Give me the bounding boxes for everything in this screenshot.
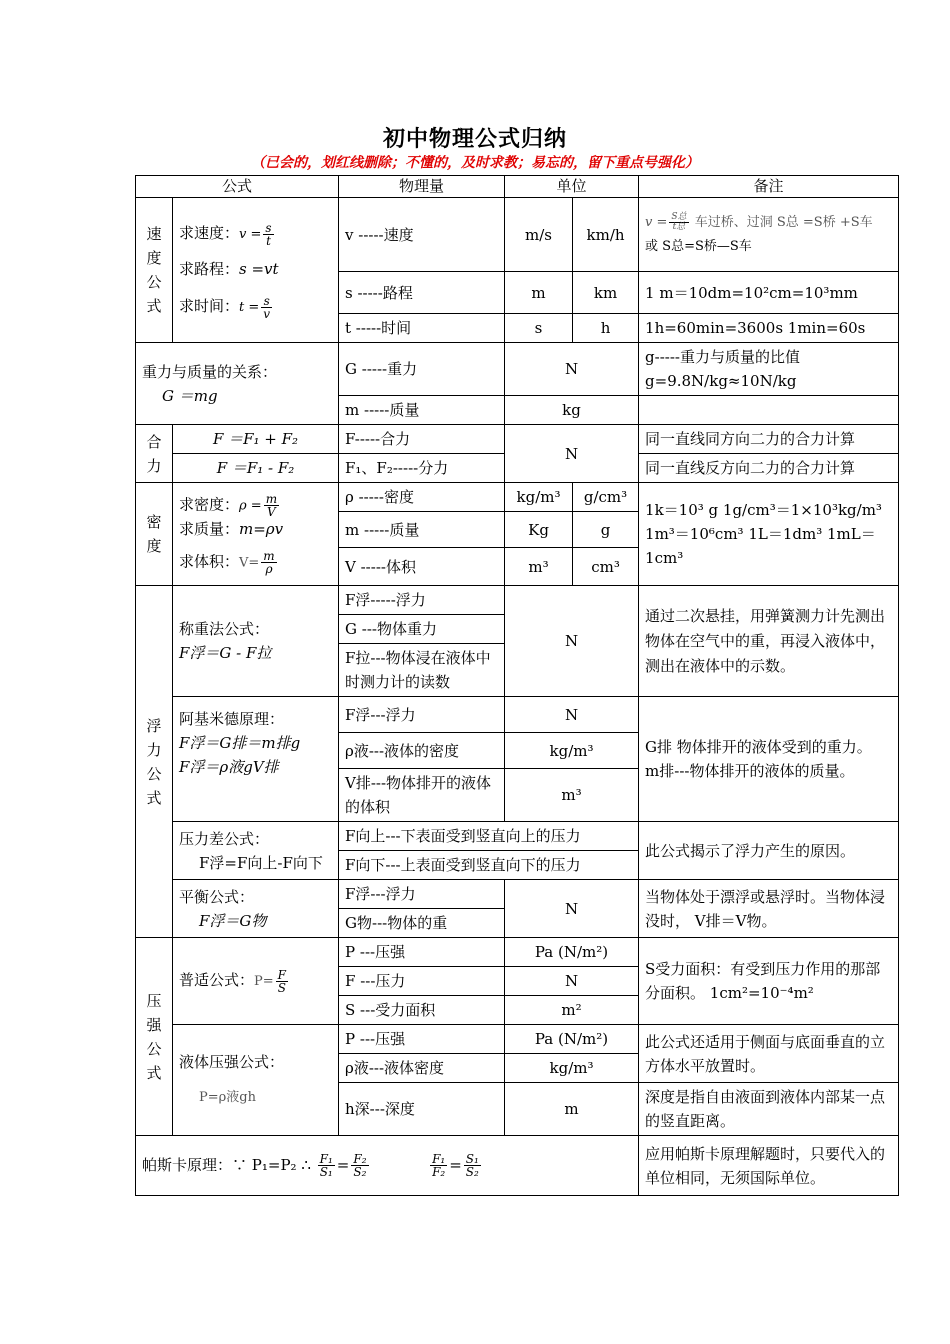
note-gravity: g-----重力与质量的比值 g=9.8N/kg≈10N/kg — [639, 343, 899, 396]
quantity-liquid-pressure: P ---压强 — [339, 1025, 505, 1054]
note-mass-empty — [639, 396, 899, 425]
table-row — [136, 822, 899, 851]
unit-time-alt: h — [573, 314, 639, 343]
speed-formulas: 求速度：v = $\frac{s}{t}$ 求路程：s =vt 求时间：t = $\frac{s}{v}$ — [173, 198, 339, 343]
unit-area: m² — [505, 996, 639, 1025]
note-speed: v = $\frac{\text{S总}}{\text{t总}}$ 车过桥、过洞 S总 =S桥 +S车 或 S总=S桥—S车 — [639, 198, 899, 272]
note-liquid-pressure: 此公式还适用于侧面与底面垂直的立方体水平放置时。 — [639, 1025, 899, 1083]
density-formulas: 求密度：ρ = $\frac{m}{V}$ 求质量：m=ρv 求体积：V= $\frac{m}{\rho}$ — [173, 483, 339, 586]
note-archimedes: G排 物体排开的液体受到的重力。 m排---物体排开的液体的质量。 — [639, 697, 899, 822]
unit-displaced-volume: m³ — [505, 769, 639, 822]
quantity-density-mass: m -----质量 — [339, 512, 505, 548]
unit-weigh: N — [505, 586, 639, 697]
unit-liquid-density-p: kg/m³ — [505, 1054, 639, 1083]
quantity-speed: v -----速度 — [339, 198, 505, 272]
note-pascal: 应用帕斯卡原理解题时，只要代入的单位相同，无须国际单位。 — [639, 1136, 899, 1196]
unit-pressure: Pa (N/m²) — [505, 938, 639, 967]
unit-balance: N — [505, 880, 639, 938]
unit-speed-alt: km/h — [573, 198, 639, 272]
unit-gravity: N — [505, 343, 639, 396]
unit-resultant: N — [505, 425, 639, 483]
unit-force: N — [505, 967, 639, 996]
unit-arch-buoyant: N — [505, 697, 639, 733]
unit-density-si: kg/m³ — [505, 483, 573, 512]
quantity-object-weight: G ---物体重力 — [339, 615, 505, 644]
quantity-gravity: G -----重力 — [339, 343, 505, 396]
unit-liquid-density: kg/m³ — [505, 733, 639, 769]
quantity-displaced-volume: V排---物体排开的液体的体积 — [339, 769, 505, 822]
category-speed: 速度公式 — [136, 198, 173, 343]
note-density: 1k＝10³ g 1g/cm³＝1×10³kg/m³ 1m³＝10⁶cm³ 1L＝1dm³ 1mL＝1cm³ — [639, 483, 899, 586]
note-depth: 深度是指自由液面到液体内部某一点的竖直距离。 — [639, 1083, 899, 1136]
table-row — [136, 586, 899, 615]
table-row — [136, 938, 899, 967]
formula-table — [135, 175, 899, 1196]
quantity-area: S ---受力面积 — [339, 996, 505, 1025]
unit-density-mass-alt: g — [573, 512, 639, 548]
table-row — [136, 343, 899, 396]
col-header-unit: 单位 — [505, 176, 639, 198]
quantity-downward-force: F向下---上表面受到竖直向下的压力 — [339, 851, 639, 880]
quantity-mass: m -----质量 — [339, 396, 505, 425]
buoyancy-balance-formula: 平衡公式： F浮＝G物 — [173, 880, 339, 938]
category-resultant: 合力 — [136, 425, 173, 483]
unit-speed-si: m/s — [505, 198, 573, 272]
note-time: 1h=60min=3600s 1min=60s — [639, 314, 899, 343]
quantity-depth: h深---深度 — [339, 1083, 505, 1136]
col-header-note: 备注 — [639, 176, 899, 198]
quantity-distance: s -----路程 — [339, 272, 505, 314]
table-row — [136, 880, 899, 909]
note-balance: 当物体处于漂浮或悬浮时。当物体浸没时， V排＝V物。 — [639, 880, 899, 938]
unit-volume-si: m³ — [505, 548, 573, 586]
unit-density-alt: g/cm³ — [573, 483, 639, 512]
pascal-formula: 帕斯卡原理：∵ P₁=P₂ ∴ $\frac{\text{F₁}}{\text{S₁}}$ = $\frac{\text{F₂}}{\text{S₂}}$ $\frac{\text{F₁}}{\text{F₂}}$ = $\frac{\text{S₁}}{\text{S₂}}$ — [136, 1136, 639, 1196]
quantity-bal-weight: G物---物体的重 — [339, 909, 505, 938]
pressure-general-formula: 普适公式：P= $\frac{F}{S}$ — [173, 938, 339, 1025]
note-resultant-opposite: 同一直线反方向二力的合力计算 — [639, 454, 899, 483]
quantity-scale-reading: F拉---物体浸在液体中时测力计的读数 — [339, 644, 505, 697]
table-row — [136, 1025, 899, 1054]
quantity-density: ρ -----密度 — [339, 483, 505, 512]
quantity-buoyant-force: F浮-----浮力 — [339, 586, 505, 615]
quantity-resultant: F-----合力 — [339, 425, 505, 454]
category-density: 密度 — [136, 483, 173, 586]
quantity-liquid-density-p: ρ液---液体密度 — [339, 1054, 505, 1083]
quantity-pressure: P ---压强 — [339, 938, 505, 967]
table-row — [136, 198, 899, 272]
page-title: 初中物理公式归纳 — [382, 126, 567, 152]
note-resultant-same: 同一直线同方向二力的合力计算 — [639, 425, 899, 454]
unit-time-si: s — [505, 314, 573, 343]
category-pressure: 压强公式 — [136, 938, 173, 1136]
unit-volume-alt: cm³ — [573, 548, 639, 586]
col-header-quantity: 物理量 — [339, 176, 505, 198]
table-row — [136, 1136, 899, 1196]
note-diff: 此公式揭示了浮力产生的原因。 — [639, 822, 899, 880]
pressure-liquid-formula: 液体压强公式： P=ρ液gh — [173, 1025, 339, 1136]
buoyancy-weigh-formula: 称重法公式： F浮＝G - F拉 — [173, 586, 339, 697]
page-subtitle: （已会的，划红线删除；不懂的，及时求教；易忘的，留下重点号强化） — [251, 155, 699, 171]
note-distance: 1 m＝10dm=10²cm=10³mm — [639, 272, 899, 314]
col-header-formula: 公式 — [136, 176, 339, 198]
quantity-volume: V -----体积 — [339, 548, 505, 586]
unit-density-mass-si: Kg — [505, 512, 573, 548]
gravity-formula: 重力与质量的关系： G ＝mg — [136, 343, 339, 425]
resultant-formula-opposite: F ＝F₁ - F₂ — [173, 454, 339, 483]
table-row — [136, 483, 899, 512]
unit-mass: kg — [505, 396, 639, 425]
note-pressure-general: S受力面积：有受到压力作用的那部分面积。 1cm²=10⁻⁴m² — [639, 938, 899, 1025]
table-row — [136, 425, 899, 454]
category-buoyancy: 浮力公式 — [136, 586, 173, 938]
quantity-component: F₁、F₂-----分力 — [339, 454, 505, 483]
unit-depth: m — [505, 1083, 639, 1136]
quantity-arch-buoyant: F浮---浮力 — [339, 697, 505, 733]
unit-distance-alt: km — [573, 272, 639, 314]
buoyancy-diff-formula: 压力差公式： F浮=F向上-F向下 — [173, 822, 339, 880]
quantity-force: F ---压力 — [339, 967, 505, 996]
table-row — [136, 697, 899, 733]
table-header-row — [136, 176, 899, 198]
quantity-upward-force: F向上---下表面受到竖直向上的压力 — [339, 822, 639, 851]
buoyancy-archimedes-formula: 阿基米德原理： F浮＝G排＝m排g F浮＝ρ液gV排 — [173, 697, 339, 822]
quantity-time: t -----时间 — [339, 314, 505, 343]
quantity-liquid-density: ρ液---液体的密度 — [339, 733, 505, 769]
quantity-bal-buoyant: F浮---浮力 — [339, 880, 505, 909]
resultant-formula-same: F ＝F₁ + F₂ — [173, 425, 339, 454]
unit-liquid-pressure: Pa (N/m²) — [505, 1025, 639, 1054]
note-weigh: 通过二次悬挂，用弹簧测力计先测出物体在空气中的重，再浸入液体中，测出在液体中的示数。 — [639, 586, 899, 697]
unit-distance-si: m — [505, 272, 573, 314]
